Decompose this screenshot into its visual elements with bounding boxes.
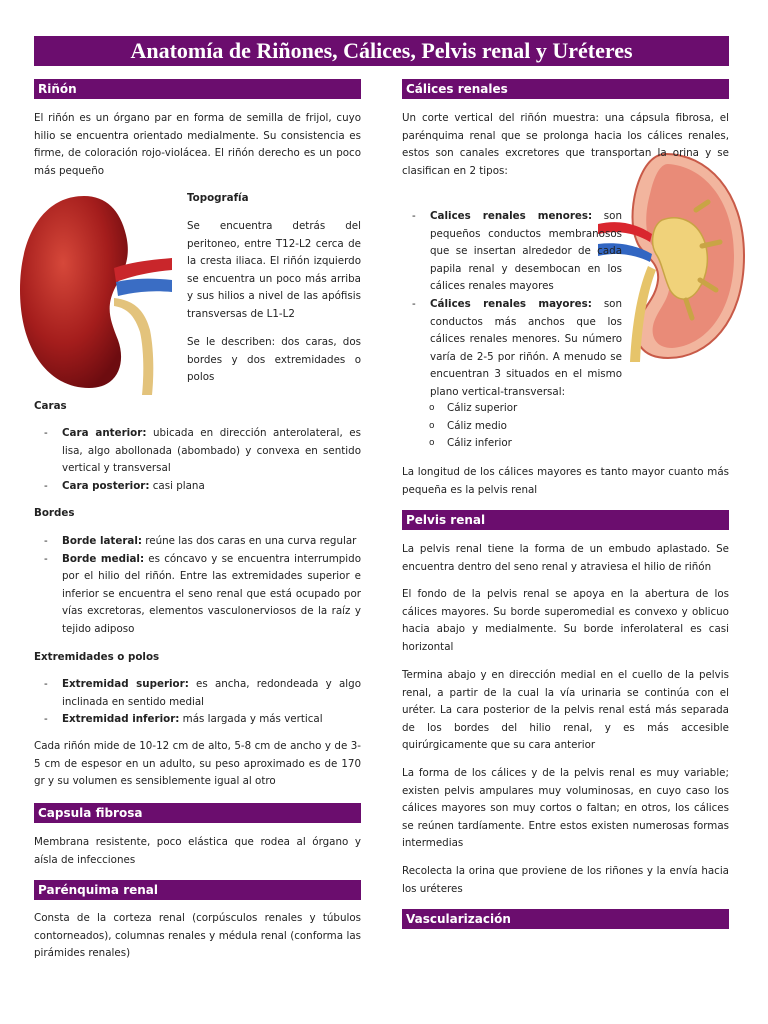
kidney-illustration — [14, 190, 174, 395]
caras-list — [34, 425, 361, 495]
pelvis-p5: Recolecta la orina que proviene de los riñones y la envía hacia los uréteres — [402, 865, 729, 895]
section-header-calices: Cálices renales — [402, 79, 729, 99]
bordes-title: Bordes — [34, 507, 75, 519]
list-item: - Borde medial: es cóncavo y se encuentra interrumpido por el hilio del riñón. Entre las extremidades superior e inferior se encuentra el seno renal que está ocupado por vías excretoras, elementos vasculonerviosos de la raíz y tejido adiposo — [34, 551, 361, 639]
topografia-text: Se encuentra detrás del peritoneo, entre T12-L2 cerca de la cresta iliaca. El riñón izquierdo se encuentra un poco más arriba y sus hilios a nivel de las apófisis transversas de L1-L2 — [187, 220, 361, 320]
medidas-text: Cada riñón mide de 10-12 cm de alto, 5-8 cm de ancho y de 3-5 cm de espesor en un adulto, su peso aproximado es de 170 gr y su volumen es sensiblemente igual al otro — [34, 740, 361, 788]
section-header-vascularizacion: Vascularización — [402, 909, 729, 929]
extremidades-title: Extremidades o polos — [34, 651, 160, 663]
parenquima-text: Consta de la corteza renal (corpúsculos renales y túbulos contorneados), columnas renales y médula renal (conforma las pirámides renales) — [34, 912, 361, 960]
calices-types-list — [402, 208, 622, 402]
pelvis-p1: La pelvis renal tiene la forma de un embudo aplastado. Se encuentra dentro del seno renal y atraviesa el hilio de riñón — [402, 543, 729, 573]
section-header-pelvis: Pelvis renal — [402, 510, 729, 530]
calices-longitud: La longitud de los cálices mayores es tanto mayor cuanto más pequeña es la pelvis renal — [402, 466, 729, 496]
extremidades-list — [34, 676, 361, 729]
section-header-parenquima: Parénquima renal — [34, 880, 361, 900]
caras-title: Caras — [34, 400, 67, 412]
list-item: - Calices renales menores: son pequeños conductos membranosos que se insertan alrededor de cada papila renal y desembocan en los cálices renales mayores — [402, 208, 622, 296]
list-item: o Cáliz superior — [402, 400, 729, 418]
list-item: o Cáliz medio — [402, 418, 729, 436]
list-item: o Cáliz inferior — [402, 435, 729, 453]
rinon-intro: El riñón es un órgano par en forma de semilla de frijol, cuyo hilio se encuentra orientado medialmente. Su consistencia es firme, de coloración rojo-violácea. El riñón derecho es un poco más pequeño — [34, 112, 361, 177]
calices-subitems — [402, 400, 729, 453]
topografia-title: Topografía — [187, 192, 249, 204]
list-item: - Cara anterior: ubicada en dirección anterolateral, es lisa, algo abollonada (abombado) y convexa en sentido vertical y transversal — [34, 425, 361, 478]
list-item: - Cálices renales mayores: son conductos más anchos que los cálices renales menores. Su número varía de 2-5 por riñón. A menudo se encuentran 3 situados en el mismo plano vertical-transversal: — [402, 296, 622, 402]
section-header-capsula: Capsula fibrosa — [34, 803, 361, 823]
calices-intro: Un corte vertical del riñón muestra: una cápsula fibrosa, el parénquima renal que se prolonga hacia los cálices renales, estos son canales excretores que transportan la orina y se clasifican en 2 tipos: — [402, 112, 729, 177]
section-header-rinon: Riñón — [34, 79, 361, 99]
list-item: - Extremidad inferior: más largada y más vertical — [34, 711, 361, 729]
list-item: - Borde lateral: reúne las dos caras en una curva regular — [34, 533, 361, 551]
pelvis-p3: Termina abajo y en dirección medial en el cuello de la pelvis renal, a partir de la cual la vía urinaria se continúa con el uréter. La cara posterior de la pelvis renal está más separada de los bordes del hilio renal, y es más accesible quirúrgicamente que su cara anterior — [402, 669, 729, 752]
page-title: Anatomía de Riñones, Cálices, Pelvis renal y Uréteres — [34, 36, 729, 66]
pelvis-p2: El fondo de la pelvis renal se apoya en la abertura de los cálices mayores. Su borde superomedial es convexo y oblicuo hacia abajo y medialmente. Su borde inferolateral es casi horizontal — [402, 588, 729, 653]
list-item: - Cara posterior: casi plana — [34, 478, 361, 496]
list-item: - Extremidad superior: es ancha, redondeada y algo inclinada en sentido medial — [34, 676, 361, 711]
bordes-list — [34, 533, 361, 639]
capsula-text: Membrana resistente, poco elástica que rodea al órgano y aísla de infecciones — [34, 836, 361, 866]
pelvis-p4: La forma de los cálices y de la pelvis renal es muy variable; existen pelvis ampulares muy voluminosas, en cuyo caso los cálices mayores son muy cortos o faltan; en otros, los cálices se reúnen tardíamente. Entre estos existen numerosas formas intermedias — [402, 767, 729, 850]
topografia-poles: Se le describen: dos caras, dos bordes y dos extremidades o polos — [187, 336, 361, 384]
